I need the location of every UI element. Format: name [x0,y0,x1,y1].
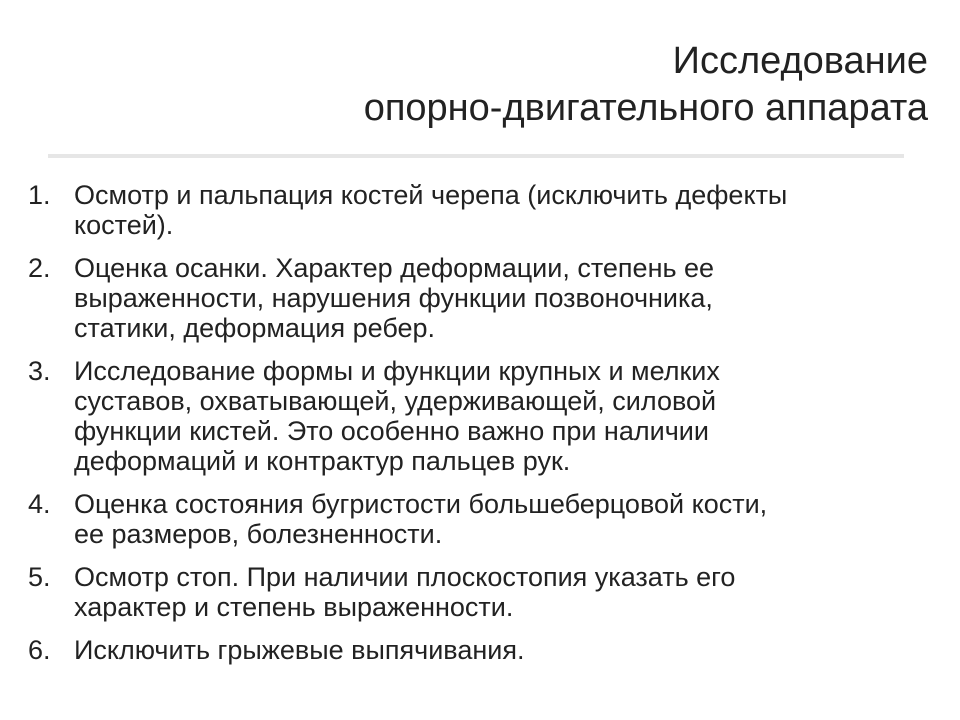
list-item-line: деформаций и контрактур пальцев рук. [74,446,571,476]
list-item-line: Оценка состояния бугристости большеберцовой кости, [74,489,768,519]
list-item-number: 3. [28,356,51,386]
list-item [28,635,928,665]
list-item-number: 2. [28,253,51,283]
list-item-line: Оценка осанки. Характер деформации, степень ее [74,253,715,283]
list-item-line: костей). [74,210,174,240]
slide-title [128,38,928,132]
list-item-number: 4. [28,489,51,519]
list-item [28,356,928,476]
title-line-1: Исследование [672,40,928,82]
list-item-line: Исследование формы и функции крупных и мелких [74,356,720,386]
list-item-text [74,562,928,622]
examination-list [28,180,928,678]
list-item [28,253,928,343]
list-item-text [74,356,928,476]
list-item [28,180,928,240]
list-item-number: 6. [28,635,51,665]
list-item-text [74,180,928,240]
list-item-text [74,635,928,665]
list-item-line: Исключить грыжевые выпячивания. [74,635,525,665]
list-item-line: статики, деформация ребер. [74,313,436,343]
list-item-line: ее размеров, болезненности. [74,519,443,549]
list-item [28,489,928,549]
list-item-line: суставов, охватывающей, удерживающей, силовой [74,386,717,416]
title-line-2: опорно-двигательного аппарата [363,87,928,129]
list-item-line: функции кистей. Это особенно важно при наличии [74,416,709,446]
list-item-line: выраженности, нарушения функции позвоночника, [74,283,713,313]
list-item-line: характер и степень выраженности. [74,592,514,622]
list-item-number: 5. [28,562,51,592]
list-item-text [74,253,928,343]
list-item-text [74,489,928,549]
list-item-line: Осмотр стоп. При наличии плоскостопия указать его [74,562,736,592]
list-item-line: Осмотр и пальпация костей черепа (исключить дефекты [74,180,788,210]
list-item-number: 1. [28,180,51,210]
title-divider [48,154,904,158]
list-item [28,562,928,622]
